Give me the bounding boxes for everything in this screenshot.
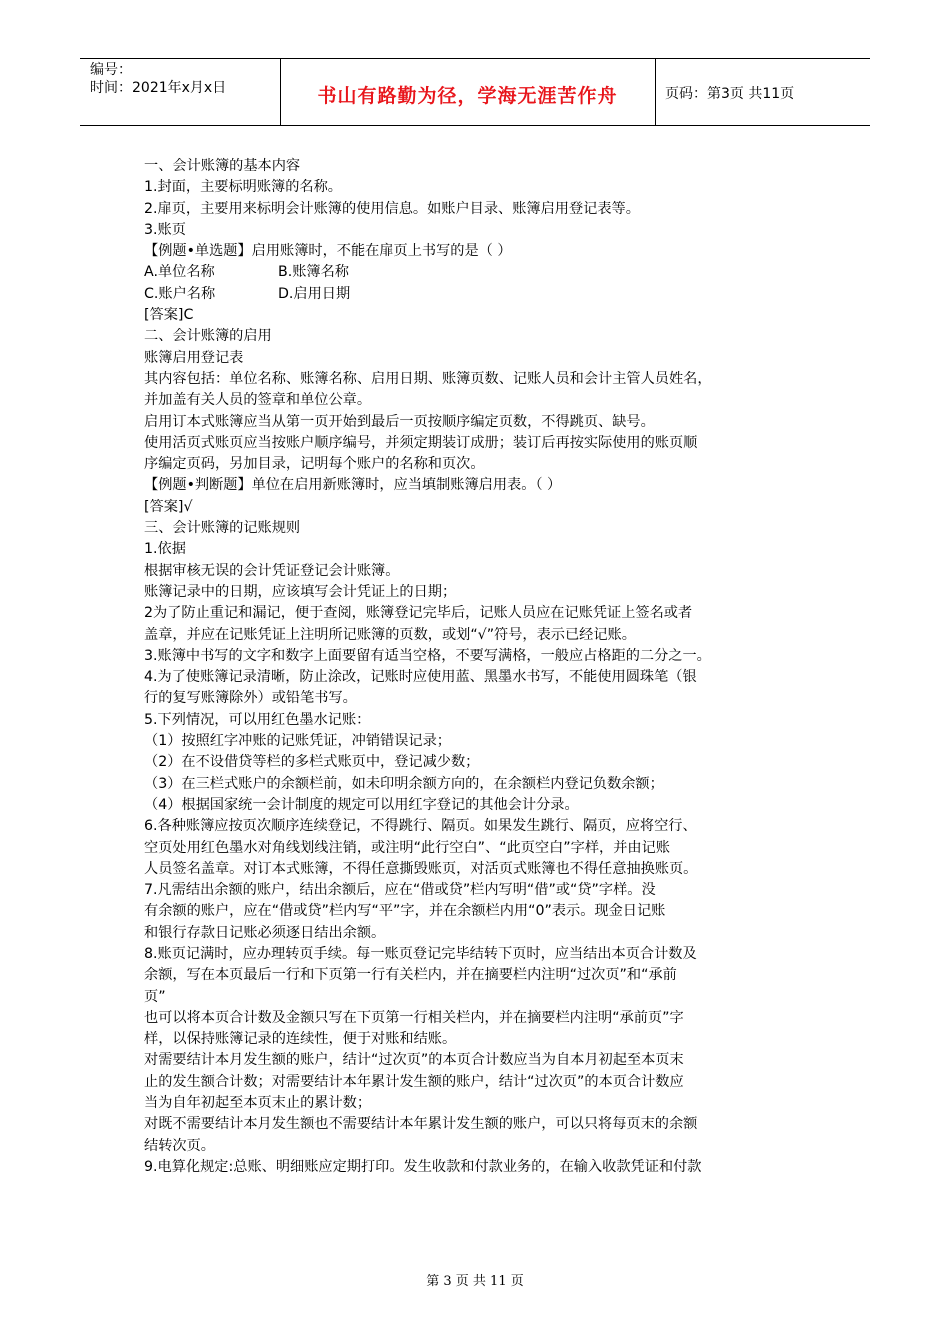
body-line: 6.各种账簿应按页次顺序连续登记，不得跳行、隔页。如果发生跳行、隔页，应将空行、 bbox=[144, 818, 697, 835]
body-line: 1.依据 bbox=[144, 541, 186, 558]
body-line: 序编定页码，另加目录，记明每个账户的名称和页次。 bbox=[144, 456, 485, 473]
body-line: 5.下列情况，可以用红色墨水记账： bbox=[144, 711, 371, 728]
body-line: 2.扉页，主要用来标明会计账簿的使用信息。如账户目录、账簿启用登记表等。 bbox=[144, 200, 640, 217]
answer-options-row bbox=[144, 284, 814, 305]
header-motto: 书山有路勤为径，学海无涯苦作舟 bbox=[317, 85, 618, 107]
body-line: 【例题•单选题】启用账簿时，不能在扉页上书写的是（ ） bbox=[144, 243, 512, 260]
body-line: 其内容包括：单位名称、账簿名称、启用日期、账簿页数、记账人员和会计主管人员姓名， bbox=[144, 370, 712, 387]
body-line: 【例题•判断题】单位在启用新账簿时，应当填制账簿启用表。（ ） bbox=[144, 477, 562, 494]
body-line: 二、会计账簿的启用 bbox=[144, 328, 272, 345]
document-body bbox=[144, 156, 814, 1178]
body-line: 空页处用红色墨水对角线划线注销，或注明“此行空白”、“此页空白”字样，并由记账 bbox=[144, 839, 670, 856]
body-line: （4）根据国家统一会计制度的规定可以用红字登记的其他会计分录。 bbox=[144, 796, 579, 813]
body-line: [答案]√ bbox=[144, 498, 193, 515]
page-footer: 第 3 页 共 11 页 bbox=[426, 1274, 524, 1289]
body-line: （3）在三栏式账户的余额栏前，如未印明余额方向的，在余额栏内登记负数余额； bbox=[144, 775, 664, 792]
header-page-info: 页码：第3页 共11页 bbox=[665, 86, 795, 102]
body-line: 行的复写账簿除外）或铅笔书写。 bbox=[144, 690, 357, 707]
body-line: 也可以将本页合计数及金额只写在下页第一行相关栏内，并在摘要栏内注明“承前页”字 bbox=[144, 1009, 684, 1026]
body-line: 一、会计账簿的基本内容 bbox=[144, 158, 301, 174]
answer-option: C.账户名称 bbox=[144, 285, 216, 302]
body-line: 盖章，并应在记账凭证上注明所记账簿的页数，或划“√”符号，表示已经记账。 bbox=[144, 626, 636, 643]
body-line: 1.封面，主要标明账簿的名称。 bbox=[144, 179, 342, 196]
answer-option: D.启用日期 bbox=[278, 285, 351, 302]
body-line: 使用活页式账页应当按账户顺序编号，并须定期装订成册；装订后再按实际使用的账页顺 bbox=[144, 434, 698, 451]
body-line: 账簿启用登记表 bbox=[144, 349, 244, 366]
body-line: 页” bbox=[144, 988, 166, 1005]
body-line: 2为了防止重记和漏记，便于查阅，账簿登记完毕后，记账人员应在记账凭证上签名或者 bbox=[144, 605, 693, 622]
body-line: 9.电算化规定:总账、明细账应定期打印。发生收款和付款业务的，在输入收款凭证和付款 bbox=[144, 1158, 702, 1175]
body-line: 7.凡需结出余额的账户，结出余额后，应在“借或贷”栏内写明“借”或“贷”字样。没 bbox=[144, 882, 656, 899]
body-line: 和银行存款日记账必须逐日结出余额。 bbox=[144, 924, 386, 941]
answer-option: B.账簿名称 bbox=[278, 264, 349, 281]
body-line: 根据审核无误的会计凭证登记会计账簿。 bbox=[144, 562, 400, 579]
body-line: 4.为了使账簿记录清晰，防止涂改，记账时应使用蓝、黑墨水书写，不能使用圆珠笔（银 bbox=[144, 669, 697, 686]
body-line: 三、会计账簿的记账规则 bbox=[144, 520, 301, 537]
number-label: 编号： bbox=[90, 62, 132, 78]
page-header bbox=[80, 58, 870, 126]
time-label: 时间：2021年x月x日 bbox=[90, 80, 227, 96]
body-line: 当为自年初起至本页末止的累计数； bbox=[144, 1095, 372, 1112]
header-divider bbox=[655, 59, 656, 125]
body-line: 对既不需要结计本月发生额也不需要结计本年累计发生额的账户，可以只将每页末的余额 bbox=[144, 1116, 698, 1133]
body-line: 止的发生额合计数；对需要结计本年累计发生额的账户，结计“过次页”的本页合计数应 bbox=[144, 1073, 684, 1090]
body-line: 样，以保持账簿记录的连续性，便于对账和结账。 bbox=[144, 1031, 457, 1048]
body-line: 有余额的账户，应在“借或贷”栏内写“平”字，并在余额栏内用“0”表示。现金日记账 bbox=[144, 903, 666, 920]
body-line: 账簿记录中的日期，应该填写会计凭证上的日期； bbox=[144, 583, 457, 600]
body-line: （1）按照红字冲账的记账凭证，冲销错误记录； bbox=[144, 733, 451, 750]
body-line: 3.账页 bbox=[144, 221, 186, 238]
header-meta bbox=[90, 61, 226, 97]
body-line: [答案]C bbox=[144, 307, 194, 324]
body-line: 并加盖有关人员的签章和单位公章。 bbox=[144, 392, 372, 409]
body-line: 人员签名盖章。对订本式账簿，不得任意撕毁账页，对活页式账簿也不得任意抽换账页。 bbox=[144, 860, 698, 877]
body-line: 对需要结计本月发生额的账户，结计“过次页”的本页合计数应当为自本月初起至本页末 bbox=[144, 1052, 684, 1069]
body-line: 8.账页记满时，应办理转页手续。每一账页登记完毕结转下页时，应当结出本页合计数及 bbox=[144, 945, 697, 962]
body-line: 3.账簿中书写的文字和数字上面要留有适当空格，不要写满格，一般应占格距的二分之一。 bbox=[144, 647, 711, 664]
body-line: 余额，写在本页最后一行和下页第一行有关栏内，并在摘要栏内注明“过次页”和“承前 bbox=[144, 967, 677, 984]
answer-option: A.单位名称 bbox=[144, 264, 215, 281]
body-line: 启用订本式账簿应当从第一页开始到最后一页按顺序编定页数，不得跳页、缺号。 bbox=[144, 413, 655, 430]
body-line: 结转次页。 bbox=[144, 1137, 215, 1154]
answer-options-row bbox=[144, 262, 814, 283]
body-line: （2）在不设借贷等栏的多栏式账页中，登记减少数； bbox=[144, 754, 480, 771]
